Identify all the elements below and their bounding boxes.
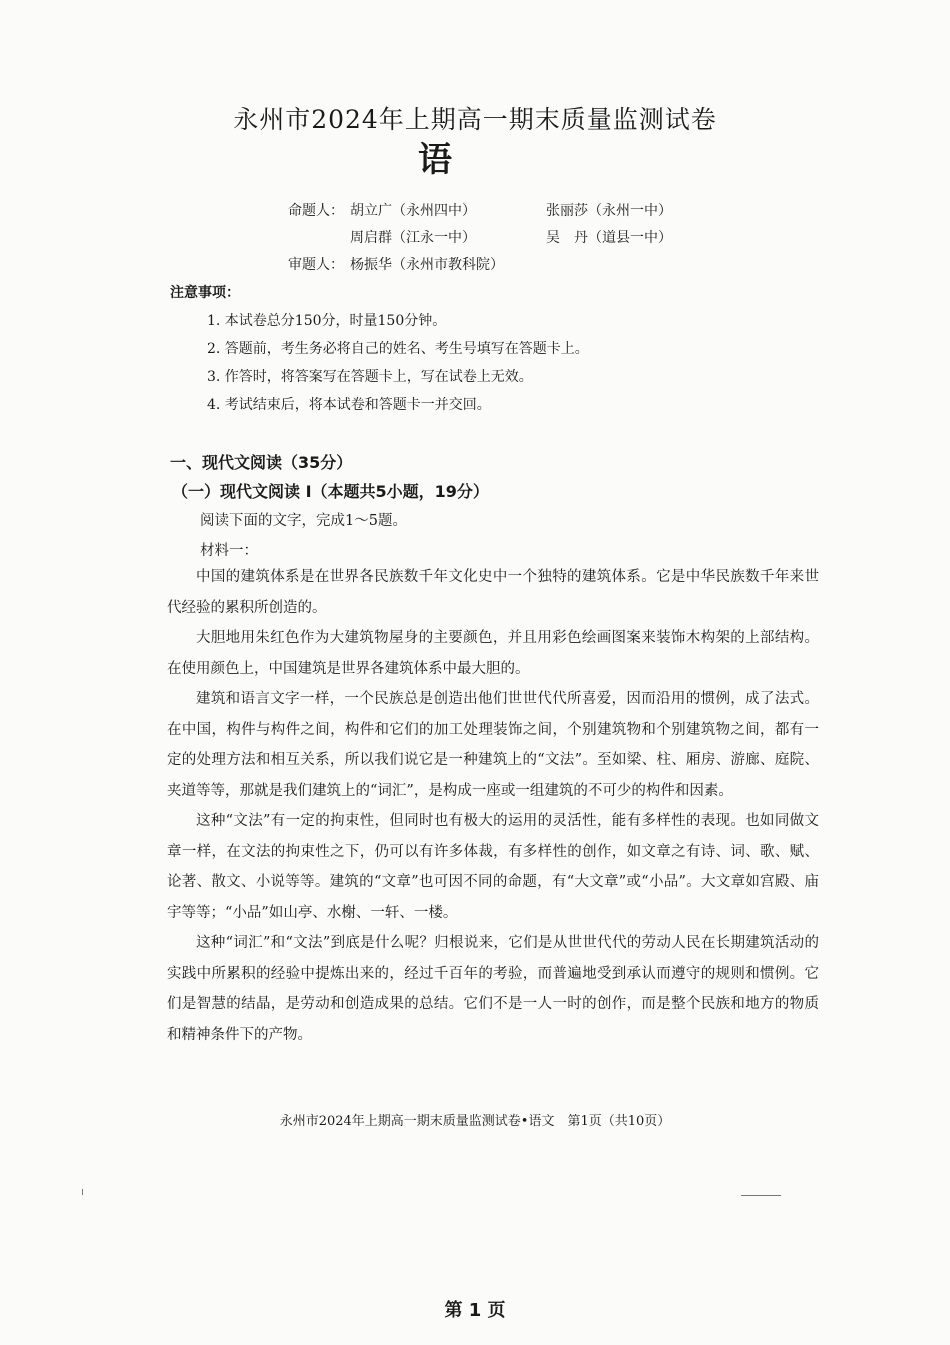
passage-paragraph: 这种“词汇”和“文法”到底是什么呢？归根说来，它们是从世世代代的劳动人民在长期建筑活动的实践中所累积的经验中提炼出来的，经过千百年的考验，而普遍地受到承认而遵守的规则和惯例。它们是智慧的结晶，是劳动和创造成果的总结。它们不是一人一时的创作，而是整个民族和地方的物质和精神条件下的产物。 bbox=[167, 935, 819, 1043]
scan-mark-line bbox=[741, 1195, 781, 1196]
section-heading: 一、现代文阅读（35分） bbox=[170, 453, 353, 472]
subject-title: 语 bbox=[418, 140, 452, 180]
proposer-label: 命题人： bbox=[288, 203, 344, 219]
passage-paragraph: 大胆地用朱红色作为大建筑物屋身的主要颜色，并且用彩色绘画图案来装饰木构架的上部结构。在使用颜色上，中国建筑是世界各建筑体系中最大胆的。 bbox=[167, 630, 819, 677]
reviewer: 杨振华（永州市教科院） bbox=[350, 257, 504, 273]
notice-title: 注意事项： bbox=[170, 285, 240, 301]
proposer-4: 吴 丹（道县一中） bbox=[546, 230, 672, 246]
instruction: 阅读下面的文字，完成1～5题。 bbox=[200, 513, 407, 529]
proposer-3: 周启群（江永一中） bbox=[350, 230, 476, 246]
reviewer-label: 审题人： bbox=[288, 257, 344, 273]
notice-item-1: 1. 本试卷总分150分，时量150分钟。 bbox=[207, 313, 447, 329]
passage-paragraph: 中国的建筑体系是在世界各民族数千年文化史中一个独特的建筑体系。它是中华民族数千年来世代经验的累积所创造的。 bbox=[167, 569, 819, 616]
scan-mark-tick bbox=[82, 1189, 83, 1195]
passage bbox=[167, 562, 819, 1050]
passage-paragraph: 建筑和语言文字一样，一个民族总是创造出他们世世代代所喜爱，因而沿用的惯例，成了法式。在中国，构件与构件之间，构件和它们的加工处理装饰之间，个别建筑物和个别建筑物之间，都有一定的处理方法和相互关系，所以我们说它是一种建筑上的“文法”。至如梁、柱、厢房、游廊、庭院、夹道等等，那就是我们建筑上的“词汇”，是构成一座或一组建筑的不可少的构件和因素。 bbox=[167, 691, 819, 799]
section-subheading: （一）现代文阅读 I（本题共5小题，19分） bbox=[172, 482, 489, 501]
page-number: 第 1 页 bbox=[444, 1300, 506, 1321]
notice-item-4: 4. 考试结束后，将本试卷和答题卡一并交回。 bbox=[207, 397, 491, 413]
material-label: 材料一： bbox=[200, 543, 258, 559]
passage-paragraph: 这种“文法”有一定的拘束性，但同时也有极大的运用的灵活性，能有多样性的表现。也如同做文章一样，在文法的拘束性之下，仍可以有许多体裁，有多样性的创作，如文章之有诗、词、歌、赋、论著、散文、小说等等。建筑的“文章”也可因不同的命题，有“大文章”或“小品”。大文章如宫殿、庙宇等等；“小品”如山亭、水榭、一轩、一楼。 bbox=[167, 813, 819, 921]
notice-item-2: 2. 答题前，考生务必将自己的姓名、考生号填写在答题卡上。 bbox=[207, 341, 589, 357]
page-footer: 永州市2024年上期高一期末质量监测试卷•语文 第1页（共10页） bbox=[279, 1114, 671, 1129]
proposer-1: 胡立广（永州四中） bbox=[350, 203, 476, 219]
proposer-2: 张丽莎（永州一中） bbox=[546, 203, 672, 219]
exam-title: 永州市2024年上期高一期末质量监测试卷 bbox=[233, 105, 717, 134]
notice-item-3: 3. 作答时，将答案写在答题卡上，写在试卷上无效。 bbox=[207, 369, 533, 385]
